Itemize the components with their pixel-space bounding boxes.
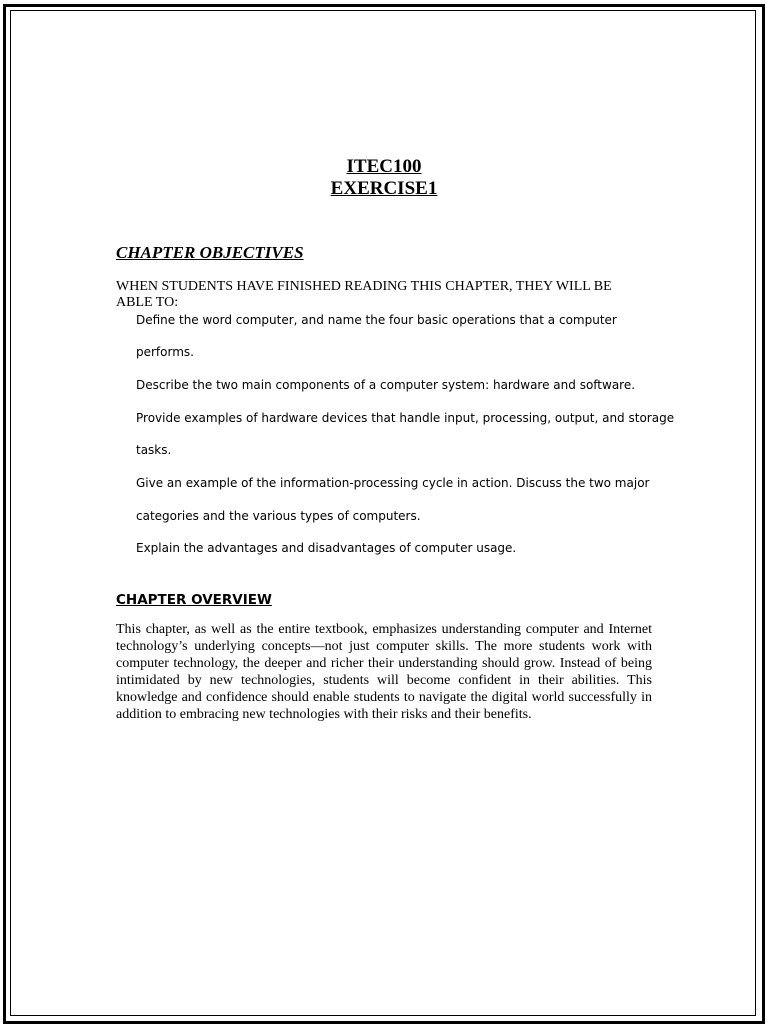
objective-line: performs.	[136, 345, 194, 359]
document-title-exercise: EXERCISE1	[330, 178, 438, 199]
objective-line: Give an example of the information-processing cycle in action. Discuss the two major	[136, 476, 650, 490]
chapter-objectives-intro: WHEN STUDENTS HAVE FINISHED READING THIS CHAPTER, THEY WILL BE ABLE TO:	[116, 279, 612, 310]
document-title-course: ITEC100	[346, 156, 422, 177]
objective-line: categories and the various types of computers.	[136, 509, 421, 523]
objective-line: Provide examples of hardware devices that handle input, processing, output, and storage	[136, 411, 675, 425]
objective-line: Describe the two main components of a computer system: hardware and software.	[136, 378, 636, 392]
objective-line: Define the word computer, and name the four basic operations that a computer	[136, 313, 617, 327]
chapter-objectives-heading: CHAPTER OBJECTIVES	[116, 243, 304, 262]
objective-line: Explain the advantages and disadvantages of computer usage.	[136, 541, 517, 555]
chapter-overview-body: This chapter, as well as the entire textbook, emphasizes understanding computer and Internet technology’s underlying concepts—not just computer skills. The more students work with computer technology, the deeper and richer their understanding should grow. Instead of being intimidated by new technologies, students will become confident in their abilities. This knowledge and confidence should enable students to navigate the digital world successfully in addition to embracing new technologies with their risks and their benefits.	[116, 622, 652, 722]
chapter-overview-heading: CHAPTER OVERVIEW	[116, 592, 272, 608]
objective-line: tasks.	[136, 443, 172, 457]
